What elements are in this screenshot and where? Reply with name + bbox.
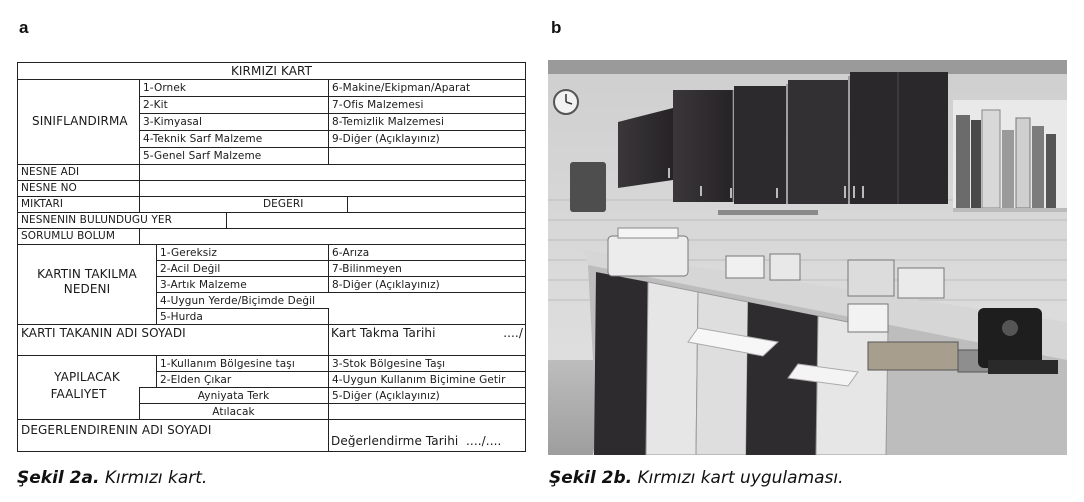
figure-caption-a xyxy=(17,468,207,488)
reason-item: 3-Artık Malzeme xyxy=(160,280,247,291)
eval-date-label: Değerlendirme Tarihi xyxy=(331,435,459,447)
reason-item: 1-Gereksiz xyxy=(160,248,217,259)
quantity-label: MİKTARI xyxy=(21,199,64,210)
lab-photo xyxy=(548,60,1067,455)
action-label-line2: FAALİYET xyxy=(50,388,107,400)
action-sub-a: Ayniyata Terk xyxy=(197,391,270,402)
caption-b-text: Kırmızı kart uygulaması. xyxy=(632,468,844,488)
reason-item: 2-Acil Değil xyxy=(160,264,221,275)
action-item: 5-Diğer (Açıklayınız) xyxy=(332,391,440,402)
object-name-label: NESNE ADI xyxy=(21,167,80,178)
classification-item: 7-Ofis Malzemesi xyxy=(332,100,424,111)
panel-label-b: b xyxy=(551,18,562,37)
action-item: 4-Uygun Kullanım Biçimine Getir xyxy=(332,375,506,386)
classification-item: 9-Diğer (Açıklayınız) xyxy=(332,134,440,145)
reason-item: 7-Bilinmeyen xyxy=(332,264,402,275)
classification-label: SINIFLANDIRMA xyxy=(32,115,128,127)
lab-photo-illustration xyxy=(548,60,1067,455)
red-card-form xyxy=(17,62,526,452)
caption-b-prefix: Şekil 2b. xyxy=(549,468,633,488)
tag-date-blank: ..../ xyxy=(503,327,523,339)
figure-caption-b xyxy=(549,468,844,488)
classification-item: 8-Temizlik Malzemesi xyxy=(332,117,444,128)
value-label: DEĞERİ xyxy=(263,199,304,210)
responsible-unit-label: SORUMLU BÖLÜM xyxy=(21,231,115,242)
location-label: NESNENİN BULUNDUĞU YER xyxy=(21,215,173,226)
classification-item: 6-Makine/Ekipman/Aparat xyxy=(332,83,471,94)
action-label: YAPILACAK xyxy=(54,371,120,383)
classification-item: 1-Örnek xyxy=(143,83,187,94)
eval-date-blank: ..../.... xyxy=(466,435,502,447)
panel-label-a: a xyxy=(19,18,29,37)
action-item: 2-Elden Çıkar xyxy=(160,375,232,386)
caption-a-text: Kırmızı kart. xyxy=(99,468,208,488)
action-item: 1-Kullanım Bölgesine taşı xyxy=(160,359,295,370)
card-title: KIRMIZI KART xyxy=(230,65,313,78)
reason-label: KARTIN TAKILMA xyxy=(37,268,137,280)
tagger-name-label: KARTI TAKANIN ADI SOYADI xyxy=(21,327,186,339)
caption-a-prefix: Şekil 2a. xyxy=(17,468,100,488)
action-item: 3-Stok Bölgesine Taşı xyxy=(332,359,446,370)
object-no-label: NESNE NO xyxy=(21,183,77,194)
reason-item: 5-Hurda xyxy=(160,312,203,323)
tag-date-label: Kart Takma Tarihi xyxy=(331,327,436,339)
action-sub-b: Atılacak xyxy=(212,407,255,418)
classification-item: 5-Genel Sarf Malzeme xyxy=(143,151,262,162)
reason-item: 8-Diğer (Açıklayınız) xyxy=(332,280,440,291)
reason-item: 4-Uygun Yerde/Biçimde Değil xyxy=(160,296,316,307)
classification-item: 4-Teknik Sarf Malzeme xyxy=(143,134,263,145)
reason-item: 6-Arıza xyxy=(332,248,370,259)
reason-label-line2: NEDENİ xyxy=(63,283,111,295)
evaluator-name-label: DEĞERLENDİRENİN ADI SOYADI xyxy=(21,424,212,436)
classification-item: 3-Kimyasal xyxy=(143,117,202,128)
classification-item: 2-Kit xyxy=(143,100,168,111)
